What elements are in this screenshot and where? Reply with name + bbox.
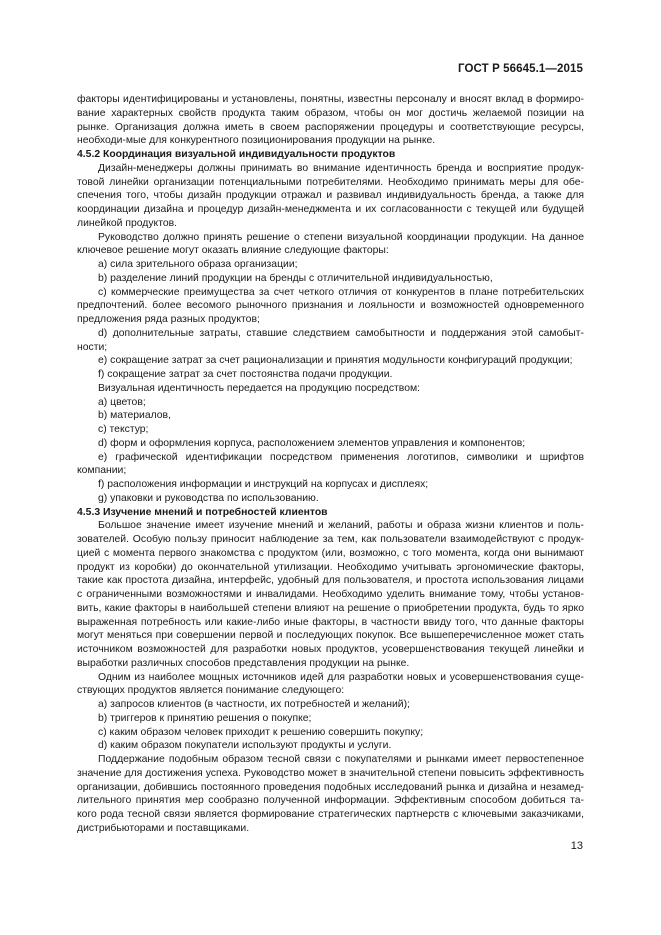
list-item: c) текстур; [98,424,149,435]
paragraph: Одним из наиболее мощных источников идей для разработки новых и усовершенствования суще-ствующих продуктов является понимание следующего: [77,671,584,697]
standard-header: ГОСТ Р 56645.1—2015 [458,63,583,75]
list-item: a) цветов; [98,396,146,408]
list-item: e) графической идентификации посредством применения логотипов, символики и шрифтов компании; [77,451,584,477]
body-text [77,93,584,836]
paragraph: Руководство должно принять решение о степени визуальной координации продукции. На данное ключевое решение могут оказать влияние следующие факторы: [77,231,584,257]
list-item: c) коммерческие преимущества за счет четкого отличия от конкурентов в плане потребительских предпочтений. более весомого рыночного признания и лояльности и возможностей одновременного предложения ряда разных продуктов; [77,286,584,325]
paragraph: факторы идентифицированы и установлены, понятны, известны персоналу и вносят вклад в формиро-вание характерных свойств продукта таким образом, чтобы он мог достичь желаемой позиции на рынке. Организация должна иметь в своем распоряжении процедуры и соответствующие ресурсы, необходи-мые для конкурентного позиционирования продукции на рынке. [77,94,584,147]
list-item: g) упаковки и руководства по использованию. [98,492,319,504]
section-heading-4-5-3: 4.5.3 Изучение мнений и потребностей клиентов [77,506,328,518]
list-item: a) запросов клиентов (в частности, их потребностей и желаний); [98,699,410,710]
paragraph: Поддержание подобным образом тесной связи с покупателями и рынками имеет первостепенное значение для достижения успеха. Руководство может в значительной степени повысить эффективность организации, добившись постоянного проведения подобных исследований рынка и дизайна и незамед-лительного принятия мер сообразно полученной информации. Эффективным способом добиться та-кого рода тесной связи является формирование стратегических партнерств с ключевыми заказчиками, дистрибьюторами и поставщиками. [77,754,584,834]
list-item: c) каким образом человек приходит к решению совершить покупку; [98,726,424,738]
list-item: d) каким образом покупатели используют продукты и услуги. [98,740,392,752]
paragraph: Дизайн-менеджеры должны принимать во внимание идентичность бренда и восприятие продук-товой линейки организации потенциальными потребителями. Необходимо принимать меры для обе-спечения того, чтобы дизайн продукции отражал и развивал индивидуальность бренда, а также для координации дизайна и процедур дизайн-менеджмента и их согласованности с текущей или будущей линейкой продуктов. [77,162,584,229]
list-item: d) дополнительные затраты, ставшие следствием самобытности и поддержания этой самобыт-ности; [77,327,584,353]
list-item: f) сокращение затрат за счет постоянства подачи продукции. [98,369,393,380]
paragraph: Большое значение имеет изучение мнений и желаний, работы и образа жизни клиентов и поль-зователей. Особую пользу приносит наблюдение за тем, как пользователи взаимодействуют с продук-цией с момента первого знакомства с продуктом (или, возможно, с того момента, когда они вынимают продукт из коробки) до окончательной утилизации. Необходимо учитывать эргономические факторы, такие как простота дизайна, интерфейс, удобный для пользователя, и простота использования лицами с ограниченными возможностями и инвалидами. Необходимо уделить внимание тому, чтобы установ-вить, какие факторы в наибольшей степени влияют на решение о приобретении продукта, будь то ярко выраженная потребность или какие-либо иные факторы, в частности ввиду того, что данные факторы могут меняться при совершении первой и последующих покупок. Все вышеперечисленное может стать источником возможностей для разработки новых продуктов, усовершенствования текущей линейки и выработки различных способов представления продукции на рынке. [77,520,584,669]
list-item: b) разделение линий продукции на бренды с отличительной индивидуальностью, [98,272,493,284]
list-item: d) форм и оформления корпуса, расположением элементов управления и компонентов; [98,437,526,449]
list-item: e) сокращение затрат за счет рационализации и принятия модульности конфигураций продукции; [98,355,573,367]
page-number: 13 [570,840,583,852]
paragraph: Визуальная идентичность передается на продукцию посредством: [98,382,420,394]
list-item: a) сила зрительного образа организации; [98,259,298,270]
list-item: b) триггеров к принятию решения о покупке; [98,712,312,724]
section-heading-4-5-2: 4.5.2 Координация визуальной индивидуальности продуктов [77,149,396,160]
list-item: f) расположения информации и инструкций на корпусах и дисплеях; [98,479,429,490]
list-item: b) материалов, [98,410,171,422]
